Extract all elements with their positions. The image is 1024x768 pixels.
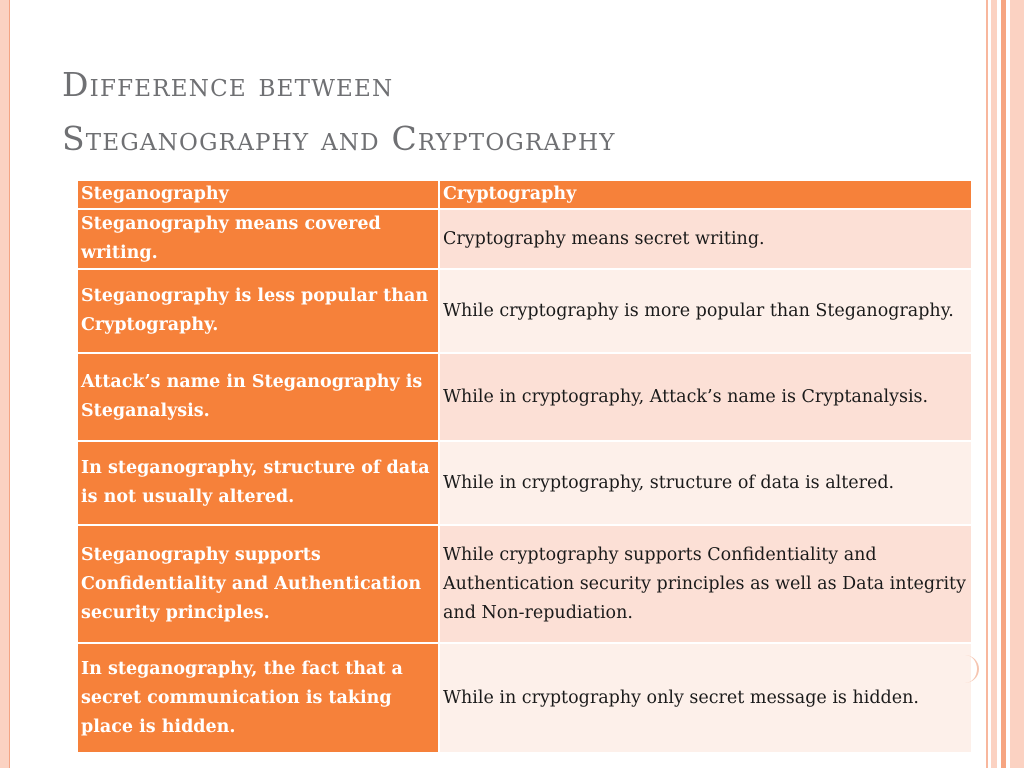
slide-title-line-2: Steganography and Cryptography [62,119,616,158]
slide-title-line-1: Difference between [62,65,394,104]
steganography-cell: Steganography is less popular than Cryptography. [77,269,439,353]
right-border-band [1010,0,1024,768]
cryptography-cell: Cryptography means secret writing. [439,209,972,269]
steganography-cell: Steganography supports Confidentiality and Authentication security principles. [77,525,439,643]
table-row [77,525,972,643]
steganography-cell: In steganography, structure of data is not usually altered. [77,441,439,525]
comparison-table [76,179,973,754]
table-header-row [77,180,972,209]
cryptography-cell: While in cryptography, structure of data is altered. [439,441,972,525]
header-cryptography: Cryptography [439,180,972,209]
cryptography-cell: While cryptography is more popular than Steganography. [439,269,972,353]
left-border-band [0,0,9,768]
header-steganography: Steganography [77,180,439,209]
cryptography-cell: While in cryptography only secret message is hidden. [439,643,972,753]
right-border-bands [984,0,1024,768]
right-border-band [991,0,997,768]
decorative-arc [963,655,979,683]
left-border-line [9,0,10,768]
cryptography-cell: While in cryptography, Attack’s name is Cryptanalysis. [439,353,972,441]
table-row [77,441,972,525]
table-row [77,269,972,353]
steganography-cell: In steganography, the fact that a secret communication is taking place is hidden. [77,643,439,753]
right-border-band [986,0,988,768]
table-row [77,643,972,753]
table-row [77,209,972,269]
table-row [77,353,972,441]
slide-title [62,58,962,166]
steganography-cell: Steganography means covered writing. [77,209,439,269]
right-border-band [1001,0,1006,768]
cryptography-cell: While cryptography supports Confidentiality and Authentication security principles as well as Data integrity and Non-repudiation. [439,525,972,643]
steganography-cell: Attack’s name in Steganography is Steganalysis. [77,353,439,441]
